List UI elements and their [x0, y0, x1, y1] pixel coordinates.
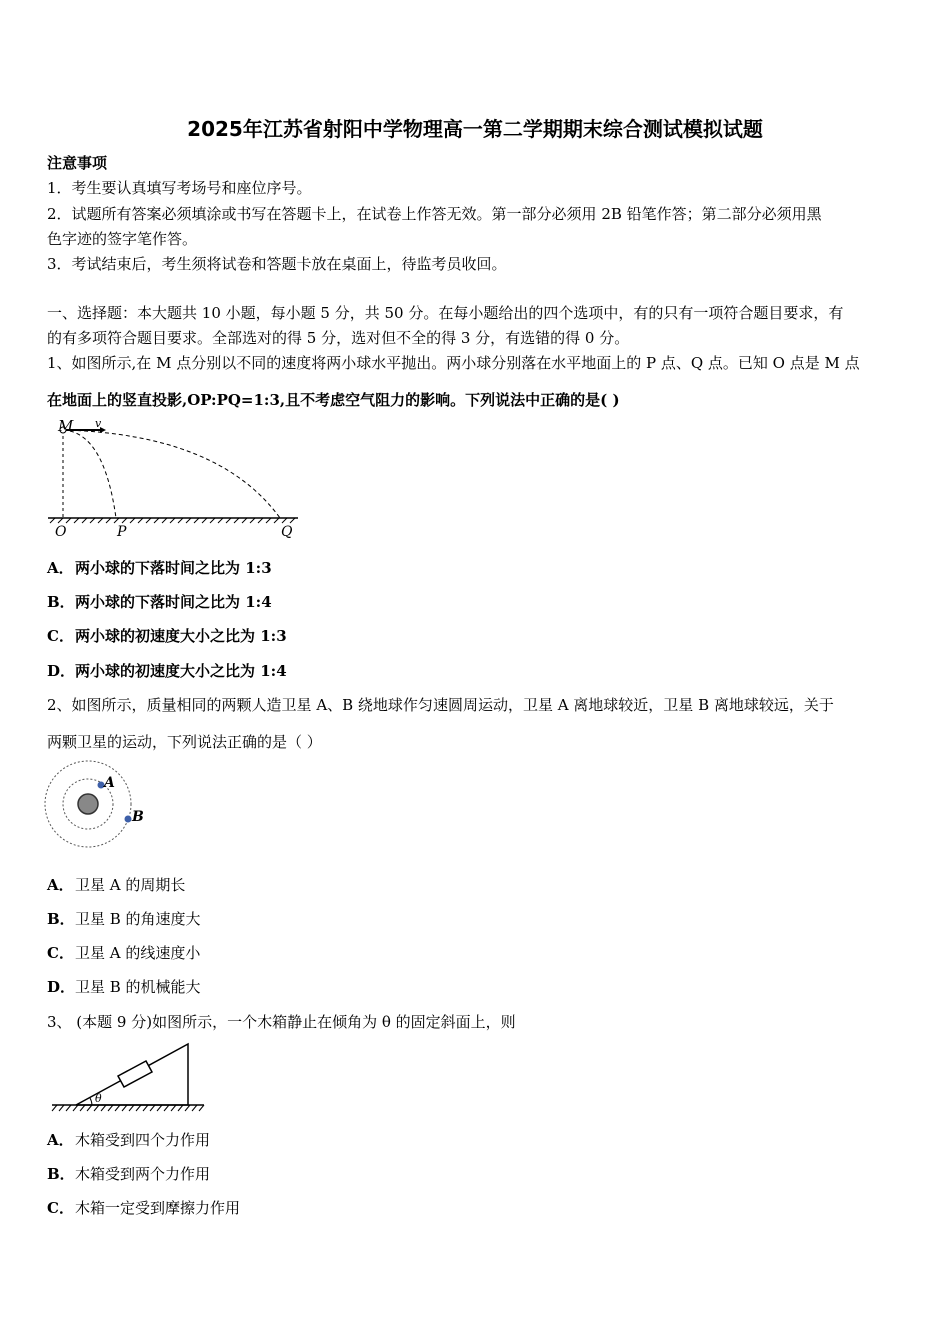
label-v: v [95, 417, 102, 430]
q1-stem-line2: 在地面上的竖直投影,OP:PQ=1:3,且不考虑空气阻力的影响。下列说法中正确的是( ) [47, 391, 620, 409]
q3-option-b[interactable]: B．木箱受到两个力作用 [47, 1165, 211, 1183]
ground-hatching [52, 1105, 204, 1111]
earth [78, 794, 98, 814]
notice-heading: 注意事项 [47, 154, 108, 172]
notice-item-2-line2: 色字迹的签字笔作答。 [47, 230, 198, 248]
q3-option-a[interactable]: A．木箱受到四个力作用 [47, 1131, 211, 1149]
angle-arc [90, 1098, 92, 1105]
trajectory-to-P [63, 430, 116, 518]
q3-incline-figure [46, 1040, 208, 1116]
q1-option-d[interactable]: D．两小球的初速度大小之比为 1:4 [47, 662, 287, 680]
q1-option-a[interactable]: A．两小球的下落时间之比为 1:3 [47, 559, 272, 577]
section-intro-line1: 一、选择题：本大题共 10 小题，每小题 5 分，共 50 分。在每小题给出的四个选项中，有的只有一项符合题目要求，有 [47, 304, 844, 322]
label-P: P [117, 524, 127, 540]
q2-orbit-figure [40, 757, 150, 852]
q2-option-d[interactable]: D．卫星 B 的机械能大 [47, 978, 201, 996]
q2-option-a[interactable]: A．卫星 A 的周期长 [47, 876, 186, 894]
label-B: B [132, 809, 144, 825]
label-M: M [58, 417, 74, 435]
q2-stem-line2: 两颗卫星的运动，下列说法正确的是（ ） [47, 733, 322, 751]
q2-option-b[interactable]: B．卫星 B 的角速度大 [47, 910, 201, 928]
label-O: O [55, 524, 67, 540]
q2-stem-line1: 2、如图所示，质量相同的两颗人造卫星 A、B 绕地球作匀速圆周运动，卫星 A 离地球较近，卫星 B 离地球较远，关于 [47, 696, 834, 714]
label-A: A [104, 775, 115, 791]
notice-item-1: 1．考生要认真填写考场号和座位序号。 [47, 179, 312, 197]
q2-option-c[interactable]: C．卫星 A 的线速度小 [47, 944, 201, 962]
label-Q: Q [281, 524, 293, 540]
wooden-box [118, 1061, 152, 1087]
q1-option-b[interactable]: B．两小球的下落时间之比为 1:4 [47, 593, 272, 611]
q1-option-c[interactable]: C．两小球的初速度大小之比为 1:3 [47, 627, 287, 645]
q3-stem-line1: 3、 (本题 9 分)如图所示，一个木箱静止在倾角为 θ 的固定斜面上，则 [47, 1013, 516, 1031]
satellite-b [125, 816, 132, 823]
page-title: 2025年江苏省射阳中学物理高一第二学期期末综合测试模拟试题 [187, 117, 763, 141]
notice-item-2-line1: 2．试题所有答案必须填涂或书写在答题卡上，在试卷上作答无效。第一部分必须用 2B 铅笔作答；第二部分必须用黑 [47, 205, 822, 223]
notice-item-3: 3．考试结束后，考生须将试卷和答题卡放在桌面上，待监考员收回。 [47, 255, 507, 273]
q1-projectile-figure [44, 414, 306, 542]
trajectory-to-Q [63, 430, 280, 518]
q3-option-c[interactable]: C．木箱一定受到摩擦力作用 [47, 1199, 241, 1217]
q1-stem-line1: 1、如图所示,在 M 点分别以不同的速度将两小球水平抛出。两小球分别落在水平地面上的 P 点、Q 点。已知 O 点是 M 点 [47, 354, 860, 372]
section-intro-line2: 的有多项符合题目要求。全部选对的得 5 分，选对但不全的得 3 分，有选错的得 0 分。 [47, 329, 630, 347]
label-theta: θ [95, 1092, 102, 1105]
